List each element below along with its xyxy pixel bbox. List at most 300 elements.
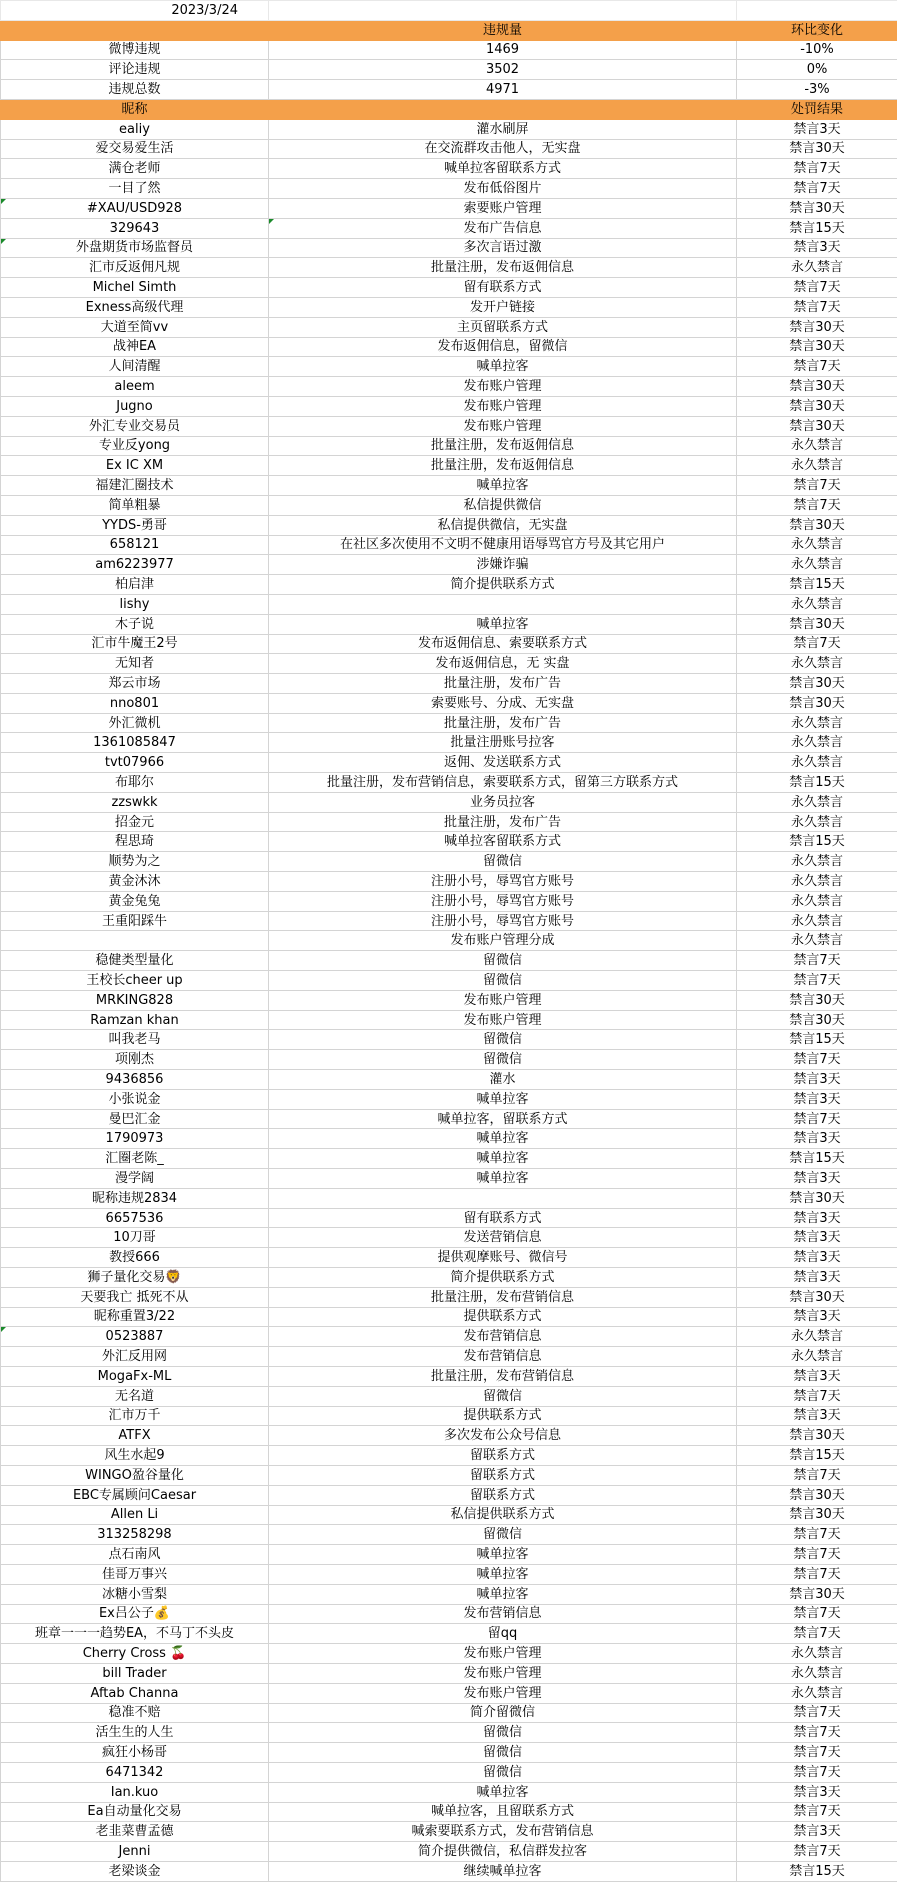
table-cell[interactable]: 曼巴汇金 xyxy=(1,1109,269,1129)
table-cell[interactable]: 永久禁言 xyxy=(737,713,897,733)
table-cell[interactable]: 简单粗暴 xyxy=(1,495,269,515)
table-cell[interactable]: 禁言7天 xyxy=(737,1743,897,1763)
date-cell[interactable]: 2023/3/24 xyxy=(1,1,269,21)
table-cell[interactable]: 主页留联系方式 xyxy=(269,317,737,337)
table-cell[interactable]: 漫学阔 xyxy=(1,1169,269,1189)
table-cell[interactable]: 禁言30天 xyxy=(737,693,897,713)
table-cell[interactable]: am6223977 xyxy=(1,555,269,575)
table-cell[interactable]: 昵称违规2834 xyxy=(1,1188,269,1208)
table-cell[interactable]: 黄金沐沐 xyxy=(1,872,269,892)
table-cell[interactable]: 简介提供联系方式 xyxy=(269,575,737,595)
table-cell[interactable]: 永久禁言 xyxy=(737,436,897,456)
table-cell[interactable]: 批量注册，发布广告 xyxy=(269,674,737,694)
table-cell[interactable]: 发布广告信息 xyxy=(269,218,737,238)
table-cell[interactable]: 禁言30天 xyxy=(737,198,897,218)
table-cell[interactable]: 禁言30天 xyxy=(737,1010,897,1030)
table-cell[interactable]: 永久禁言 xyxy=(737,1644,897,1664)
table-cell[interactable]: 冰糖小雪梨 xyxy=(1,1584,269,1604)
table-cell[interactable]: 发布账户管理分成 xyxy=(269,931,737,951)
table-row xyxy=(1,436,897,456)
table-cell[interactable]: 禁言7天 xyxy=(737,1545,897,1565)
table-cell[interactable]: Ex IC XM xyxy=(1,456,269,476)
table-cell[interactable]: -3% xyxy=(737,80,897,100)
summary-header-cell[interactable]: 违规量 xyxy=(269,20,737,40)
table-cell[interactable]: 禁言3天 xyxy=(737,1822,897,1842)
table-cell[interactable]: 外汇反用网 xyxy=(1,1347,269,1367)
table-cell[interactable] xyxy=(269,99,737,119)
table-cell[interactable]: 留qq xyxy=(269,1624,737,1644)
table-cell[interactable]: 6657536 xyxy=(1,1208,269,1228)
table-cell[interactable]: 禁言30天 xyxy=(737,317,897,337)
table-cell[interactable]: 批量注册，发布营销信息 xyxy=(269,1366,737,1386)
table-cell[interactable]: 柏启津 xyxy=(1,575,269,595)
table-cell[interactable]: 索要账号、分成、无实盘 xyxy=(269,693,737,713)
table-cell[interactable]: 发布账户管理 xyxy=(269,396,737,416)
table-cell[interactable]: lishy xyxy=(1,594,269,614)
table-cell[interactable]: 永久禁言 xyxy=(737,891,897,911)
table-cell[interactable]: MogaFx-ML xyxy=(1,1366,269,1386)
table-cell[interactable]: 班章一一一趋势EA，不马丁不头皮 xyxy=(1,1624,269,1644)
table-cell[interactable]: 批量注册，发布营销信息 xyxy=(269,1287,737,1307)
table-cell[interactable]: 禁言3天 xyxy=(737,1070,897,1090)
table-cell[interactable]: 禁言7天 xyxy=(737,1624,897,1644)
table-cell[interactable]: 发布营销信息 xyxy=(269,1327,737,1347)
table-cell[interactable]: 喊单拉客，且留联系方式 xyxy=(269,1802,737,1822)
table-cell[interactable]: 昵称 xyxy=(1,99,269,119)
table-row xyxy=(1,1010,897,1030)
table-cell[interactable]: 1469 xyxy=(269,40,737,60)
table-cell[interactable]: 汇市反返佣凡规 xyxy=(1,258,269,278)
table-cell[interactable]: 点石南风 xyxy=(1,1545,269,1565)
table-row xyxy=(1,258,897,278)
table-row xyxy=(1,1030,897,1050)
table-cell[interactable]: 批量注册，发布营销信息，索要联系方式，留第三方联系方式 xyxy=(269,773,737,793)
table-cell[interactable]: 禁言3天 xyxy=(737,1307,897,1327)
table-cell[interactable]: 禁言3天 xyxy=(737,1248,897,1268)
summary-row xyxy=(1,80,897,100)
table-cell[interactable]: 简介提供联系方式 xyxy=(269,1268,737,1288)
table-cell[interactable]: 10刀哥 xyxy=(1,1228,269,1248)
table-cell[interactable]: 329643 xyxy=(1,218,269,238)
table-cell[interactable]: 禁言7天 xyxy=(737,1525,897,1545)
table-cell[interactable]: 木子说 xyxy=(1,614,269,634)
table-cell[interactable]: 留微信 xyxy=(269,852,737,872)
table-cell[interactable]: 禁言30天 xyxy=(737,396,897,416)
table-cell[interactable]: 王重阳踩牛 xyxy=(1,911,269,931)
table-row xyxy=(1,832,897,852)
table-cell[interactable]: 禁言15天 xyxy=(737,1030,897,1050)
table-cell[interactable]: 批量注册，发布返佣信息 xyxy=(269,436,737,456)
table-cell[interactable]: 留微信 xyxy=(269,1743,737,1763)
table-cell[interactable]: 禁言30天 xyxy=(737,377,897,397)
table-cell[interactable]: 王校长cheer up xyxy=(1,971,269,991)
table-cell[interactable]: Michel Simth xyxy=(1,278,269,298)
table-cell[interactable]: 禁言3天 xyxy=(737,1169,897,1189)
table-cell[interactable]: 永久禁言 xyxy=(737,812,897,832)
table-cell[interactable]: Ian.kuo xyxy=(1,1782,269,1802)
table-cell[interactable]: WINGO盈谷量化 xyxy=(1,1465,269,1485)
table-cell[interactable]: 禁言7天 xyxy=(737,297,897,317)
table-cell[interactable]: 永久禁言 xyxy=(737,535,897,555)
table-cell[interactable]: 禁言30天 xyxy=(737,139,897,159)
summary-header-cell[interactable]: 环比变化 xyxy=(737,20,897,40)
table-cell[interactable]: 提供联系方式 xyxy=(269,1406,737,1426)
table-cell[interactable]: 私信提供微信，无实盘 xyxy=(269,515,737,535)
table-cell[interactable]: 禁言30天 xyxy=(737,614,897,634)
table-cell[interactable]: 喊单拉客 xyxy=(269,1584,737,1604)
table-cell[interactable]: 发布账户管理 xyxy=(269,1683,737,1703)
table-cell[interactable]: 禁言30天 xyxy=(737,515,897,535)
table-cell[interactable]: 喊索要联系方式，发布营销信息 xyxy=(269,1822,737,1842)
table-row xyxy=(1,1723,897,1743)
table-cell[interactable]: 永久禁言 xyxy=(737,1327,897,1347)
table-cell[interactable]: 禁言30天 xyxy=(737,416,897,436)
table-cell[interactable]: 禁言7天 xyxy=(737,1723,897,1743)
table-cell[interactable]: 喊单拉客 xyxy=(269,614,737,634)
table-cell[interactable]: 禁言3天 xyxy=(737,1366,897,1386)
table-cell[interactable]: 程思琦 xyxy=(1,832,269,852)
table-cell[interactable] xyxy=(1,931,269,951)
table-cell[interactable]: 留微信 xyxy=(269,1030,737,1050)
table-cell[interactable]: 老韭菜曹孟德 xyxy=(1,1822,269,1842)
table-cell[interactable]: 禁言3天 xyxy=(737,1268,897,1288)
table-cell[interactable]: 发布账户管理 xyxy=(269,1644,737,1664)
table-cell[interactable]: 喊单拉客 xyxy=(269,1564,737,1584)
table-cell[interactable]: #XAU/USD928 xyxy=(1,198,269,218)
table-row xyxy=(1,1663,897,1683)
table-cell[interactable]: ATFX xyxy=(1,1426,269,1446)
table-cell[interactable]: 喊单拉客，留联系方式 xyxy=(269,1109,737,1129)
table-cell[interactable]: 喊单拉客留联系方式 xyxy=(269,832,737,852)
table-cell[interactable]: 永久禁言 xyxy=(737,654,897,674)
table-cell[interactable]: 简介提供微信，私信群发拉客 xyxy=(269,1842,737,1862)
table-cell[interactable]: 喊单拉客 xyxy=(269,1169,737,1189)
table-cell[interactable]: 多次发布公众号信息 xyxy=(269,1426,737,1446)
table-cell[interactable]: 永久禁言 xyxy=(737,872,897,892)
table-cell[interactable]: 返佣、发送联系方式 xyxy=(269,753,737,773)
table-cell[interactable]: Exness高级代理 xyxy=(1,297,269,317)
table-cell[interactable]: 发布账户管理 xyxy=(269,416,737,436)
table-cell[interactable]: 发布返佣信息，留微信 xyxy=(269,337,737,357)
table-cell[interactable]: 禁言15天 xyxy=(737,1149,897,1169)
table-cell[interactable]: 禁言7天 xyxy=(737,1842,897,1862)
empty-cell[interactable] xyxy=(737,1,897,21)
table-cell[interactable]: 1361085847 xyxy=(1,733,269,753)
table-cell[interactable]: 招金元 xyxy=(1,812,269,832)
table-cell[interactable]: 留联系方式 xyxy=(269,1446,737,1466)
table-cell[interactable]: 黄金兔兔 xyxy=(1,891,269,911)
table-cell[interactable]: 疯狂小杨哥 xyxy=(1,1743,269,1763)
table-cell[interactable]: 永久禁言 xyxy=(737,456,897,476)
table-cell[interactable]: ealiy xyxy=(1,119,269,139)
table-cell[interactable]: EBC专属顾问Caesar xyxy=(1,1485,269,1505)
table-cell[interactable]: 发布账户管理 xyxy=(269,990,737,1010)
table-cell[interactable]: 喊单拉客留联系方式 xyxy=(269,159,737,179)
table-cell[interactable]: 发布低俗图片 xyxy=(269,179,737,199)
table-cell[interactable]: 禁言3天 xyxy=(737,119,897,139)
table-cell[interactable]: 外盘期货市场监督员 xyxy=(1,238,269,258)
table-cell[interactable]: Ea自动量化交易 xyxy=(1,1802,269,1822)
table-cell[interactable]: 永久禁言 xyxy=(737,1663,897,1683)
table-cell[interactable]: 留微信 xyxy=(269,1050,737,1070)
table-cell[interactable]: 禁言30天 xyxy=(737,1426,897,1446)
table-cell[interactable]: 发布返佣信息，无 实盘 xyxy=(269,654,737,674)
table-cell[interactable]: Allen Li xyxy=(1,1505,269,1525)
table-cell[interactable]: 发布营销信息 xyxy=(269,1604,737,1624)
table-cell[interactable]: 留微信 xyxy=(269,971,737,991)
table-cell[interactable]: 外汇专业交易员 xyxy=(1,416,269,436)
table-cell[interactable]: 留微信 xyxy=(269,1762,737,1782)
table-cell[interactable]: 禁言7天 xyxy=(737,357,897,377)
table-cell[interactable]: -10% xyxy=(737,40,897,60)
table-cell[interactable]: 永久禁言 xyxy=(737,1347,897,1367)
table-cell[interactable]: 批量注册，发布广告 xyxy=(269,812,737,832)
table-cell[interactable]: 禁言30天 xyxy=(737,1188,897,1208)
table-cell[interactable]: 禁言15天 xyxy=(737,218,897,238)
table-cell[interactable]: 发送营销信息 xyxy=(269,1228,737,1248)
table-cell[interactable]: 3502 xyxy=(269,60,737,80)
table-cell[interactable]: 留微信 xyxy=(269,1723,737,1743)
table-cell[interactable]: 禁言3天 xyxy=(737,1089,897,1109)
table-cell[interactable]: 4971 xyxy=(269,80,737,100)
table-cell[interactable]: 禁言7天 xyxy=(737,1050,897,1070)
table-cell[interactable]: 业务员拉客 xyxy=(269,792,737,812)
table-cell[interactable]: 发布账户管理 xyxy=(269,1663,737,1683)
table-cell[interactable]: 天要我亡 抵死不从 xyxy=(1,1287,269,1307)
table-cell[interactable]: Jugno xyxy=(1,396,269,416)
table-cell[interactable]: 1790973 xyxy=(1,1129,269,1149)
table-cell[interactable]: 人间清醒 xyxy=(1,357,269,377)
table-cell[interactable]: 禁言7天 xyxy=(737,634,897,654)
table-cell[interactable]: 禁言7天 xyxy=(737,1564,897,1584)
table-row xyxy=(1,1604,897,1624)
table-cell[interactable]: 处罚结果 xyxy=(737,99,897,119)
table-cell[interactable]: 永久禁言 xyxy=(737,594,897,614)
table-cell[interactable]: 永久禁言 xyxy=(737,555,897,575)
table-cell[interactable]: 喊单拉客 xyxy=(269,1782,737,1802)
table-cell[interactable]: 昵称重置3/22 xyxy=(1,1307,269,1327)
table-cell[interactable]: 禁言15天 xyxy=(737,1446,897,1466)
table-cell[interactable]: 禁言7天 xyxy=(737,1465,897,1485)
table-cell[interactable]: 私信提供联系方式 xyxy=(269,1505,737,1525)
table-cell[interactable]: 禁言3天 xyxy=(737,1228,897,1248)
table-cell[interactable]: 批量注册，发布广告 xyxy=(269,713,737,733)
table-cell[interactable]: 永久禁言 xyxy=(737,258,897,278)
table-cell[interactable]: Jenni xyxy=(1,1842,269,1862)
table-cell[interactable]: 外汇微机 xyxy=(1,713,269,733)
table-cell[interactable]: 禁言30天 xyxy=(737,1584,897,1604)
table-cell[interactable]: 禁言15天 xyxy=(737,773,897,793)
table-cell[interactable]: 留联系方式 xyxy=(269,1485,737,1505)
table-cell[interactable]: 永久禁言 xyxy=(737,792,897,812)
table-cell[interactable]: 简介留微信 xyxy=(269,1703,737,1723)
table-cell[interactable]: 禁言7天 xyxy=(737,1604,897,1624)
table-cell[interactable]: 灌水刷屏 xyxy=(269,119,737,139)
table-cell[interactable]: 违规总数 xyxy=(1,80,269,100)
table-row xyxy=(1,733,897,753)
table-cell[interactable]: 留微信 xyxy=(269,951,737,971)
table-cell[interactable]: 禁言30天 xyxy=(737,674,897,694)
table-cell[interactable]: 禁言7天 xyxy=(737,179,897,199)
table-cell[interactable] xyxy=(269,1188,737,1208)
table-cell[interactable]: 0523887 xyxy=(1,1327,269,1347)
table-cell[interactable]: 禁言3天 xyxy=(737,1208,897,1228)
table-cell[interactable]: 永久禁言 xyxy=(737,911,897,931)
table-row xyxy=(1,456,897,476)
table-cell[interactable]: 永久禁言 xyxy=(737,753,897,773)
table-cell[interactable]: 0% xyxy=(737,60,897,80)
table-cell[interactable]: tvt07966 xyxy=(1,753,269,773)
table-cell[interactable]: 禁言30天 xyxy=(737,990,897,1010)
table-cell[interactable]: 发开户链接 xyxy=(269,297,737,317)
table-cell[interactable]: 批量注册账号拉客 xyxy=(269,733,737,753)
table-cell[interactable]: MRKING828 xyxy=(1,990,269,1010)
table-cell[interactable]: 喊单拉客 xyxy=(269,476,737,496)
table-cell[interactable]: 禁言7天 xyxy=(737,951,897,971)
table-cell[interactable]: 微博违规 xyxy=(1,40,269,60)
table-cell[interactable]: 评论违规 xyxy=(1,60,269,80)
table-cell[interactable]: 禁言7天 xyxy=(737,1109,897,1129)
table-cell[interactable]: 小张说金 xyxy=(1,1089,269,1109)
table-cell[interactable]: 无名道 xyxy=(1,1386,269,1406)
table-cell[interactable]: 永久禁言 xyxy=(737,852,897,872)
table-cell[interactable]: 留有联系方式 xyxy=(269,278,737,298)
table-cell[interactable]: 留联系方式 xyxy=(269,1465,737,1485)
table-cell[interactable]: 活生生的人生 xyxy=(1,1723,269,1743)
table-cell[interactable]: 658121 xyxy=(1,535,269,555)
table-cell[interactable]: 汇市万千 xyxy=(1,1406,269,1426)
table-cell[interactable]: 老梁谈金 xyxy=(1,1861,269,1881)
table-cell[interactable]: 涉嫌诈骗 xyxy=(269,555,737,575)
table-cell[interactable]: 313258298 xyxy=(1,1525,269,1545)
table-cell[interactable]: 多次言语过激 xyxy=(269,238,737,258)
table-cell[interactable]: zzswkk xyxy=(1,792,269,812)
table-cell[interactable]: 福建汇圈技术 xyxy=(1,476,269,496)
table-cell[interactable]: 禁言3天 xyxy=(737,1406,897,1426)
table-cell[interactable]: 6471342 xyxy=(1,1762,269,1782)
table-cell[interactable]: 禁言30天 xyxy=(737,337,897,357)
table-cell[interactable]: 喊单拉客 xyxy=(269,1129,737,1149)
table-cell[interactable]: 禁言15天 xyxy=(737,575,897,595)
table-cell[interactable]: 郑云市场 xyxy=(1,674,269,694)
table-cell[interactable]: 禁言7天 xyxy=(737,495,897,515)
table-cell[interactable]: 发布营销信息 xyxy=(269,1347,737,1367)
table-cell[interactable]: 喊单拉客 xyxy=(269,1545,737,1565)
table-cell[interactable]: Ex吕公子💰 xyxy=(1,1604,269,1624)
table-cell[interactable]: 留微信 xyxy=(269,1386,737,1406)
table-cell[interactable]: 风生水起9 xyxy=(1,1446,269,1466)
table-cell[interactable] xyxy=(269,594,737,614)
table-cell[interactable]: 私信提供微信 xyxy=(269,495,737,515)
table-cell[interactable]: 稳准不赔 xyxy=(1,1703,269,1723)
table-cell[interactable]: 大道至简vv xyxy=(1,317,269,337)
table-cell[interactable]: 禁言7天 xyxy=(737,1703,897,1723)
table-row xyxy=(1,1584,897,1604)
table-cell[interactable]: 禁言3天 xyxy=(737,1129,897,1149)
table-cell[interactable]: 禁言7天 xyxy=(737,159,897,179)
empty-cell[interactable] xyxy=(269,1,737,21)
table-cell[interactable]: bill Trader xyxy=(1,1663,269,1683)
table-cell[interactable]: 禁言30天 xyxy=(737,1505,897,1525)
table-cell[interactable]: 禁言15天 xyxy=(737,832,897,852)
table-cell[interactable]: nno801 xyxy=(1,693,269,713)
table-cell[interactable]: 佳哥万事兴 xyxy=(1,1564,269,1584)
table-cell[interactable]: 布耶尔 xyxy=(1,773,269,793)
table-cell[interactable]: 禁言3天 xyxy=(737,1782,897,1802)
table-cell[interactable]: 注册小号，辱骂官方账号 xyxy=(269,891,737,911)
table-cell[interactable]: 满仓老师 xyxy=(1,159,269,179)
table-cell[interactable]: 禁言7天 xyxy=(737,1762,897,1782)
table-cell[interactable]: 喊单拉客 xyxy=(269,1149,737,1169)
table-cell[interactable]: 发布账户管理 xyxy=(269,377,737,397)
table-cell[interactable]: 留有联系方式 xyxy=(269,1208,737,1228)
table-cell[interactable]: 发布账户管理 xyxy=(269,1010,737,1030)
table-cell[interactable]: 禁言30天 xyxy=(737,1287,897,1307)
table-row xyxy=(1,1802,897,1822)
table-cell[interactable]: 提供观摩账号、微信号 xyxy=(269,1248,737,1268)
table-cell[interactable]: 提供联系方式 xyxy=(269,1307,737,1327)
table-cell[interactable]: 在社区多次使用不文明不健康用语辱骂官方号及其它用户 xyxy=(269,535,737,555)
table-cell[interactable]: 顺势为之 xyxy=(1,852,269,872)
table-cell[interactable]: 狮子量化交易🦁 xyxy=(1,1268,269,1288)
table-cell[interactable]: 项刚杰 xyxy=(1,1050,269,1070)
table-cell[interactable]: 一目了然 xyxy=(1,179,269,199)
table-cell[interactable]: 教授666 xyxy=(1,1248,269,1268)
table-cell[interactable]: 继续喊单拉客 xyxy=(269,1861,737,1881)
table-cell[interactable]: 灌水 xyxy=(269,1070,737,1090)
table-cell[interactable]: 永久禁言 xyxy=(737,733,897,753)
table-cell[interactable]: aleem xyxy=(1,377,269,397)
table-cell[interactable]: 永久禁言 xyxy=(737,1683,897,1703)
table-cell[interactable]: 禁言7天 xyxy=(737,476,897,496)
table-cell[interactable]: Ramzan khan xyxy=(1,1010,269,1030)
table-cell[interactable]: 汇市牛魔王2号 xyxy=(1,634,269,654)
table-cell[interactable]: 注册小号，辱骂官方账号 xyxy=(269,911,737,931)
table-cell[interactable]: Cherry Cross 🍒 xyxy=(1,1644,269,1664)
table-cell[interactable]: YYDS-勇哥 xyxy=(1,515,269,535)
table-cell[interactable]: 爱交易爱生活 xyxy=(1,139,269,159)
table-cell[interactable]: Aftab Channa xyxy=(1,1683,269,1703)
table-cell[interactable]: 战神EA xyxy=(1,337,269,357)
table-cell[interactable]: 注册小号，辱骂官方账号 xyxy=(269,872,737,892)
table-cell[interactable]: 稳健类型量化 xyxy=(1,951,269,971)
table-cell[interactable]: 禁言7天 xyxy=(737,971,897,991)
table-row xyxy=(1,1366,897,1386)
table-cell[interactable]: 禁言30天 xyxy=(737,1485,897,1505)
table-cell[interactable]: 留微信 xyxy=(269,1525,737,1545)
table-cell[interactable]: 批量注册，发布返佣信息 xyxy=(269,258,737,278)
table-cell[interactable]: 发布返佣信息、索要联系方式 xyxy=(269,634,737,654)
table-row xyxy=(1,812,897,832)
table-cell[interactable]: 专业反yong xyxy=(1,436,269,456)
table-cell[interactable]: 9436856 xyxy=(1,1070,269,1090)
table-cell[interactable]: 汇圈老陈_ xyxy=(1,1149,269,1169)
table-cell[interactable]: 批量注册，发布返佣信息 xyxy=(269,456,737,476)
table-cell[interactable]: 禁言7天 xyxy=(737,1386,897,1406)
table-cell[interactable]: 永久禁言 xyxy=(737,931,897,951)
table-cell[interactable]: 禁言15天 xyxy=(737,1861,897,1881)
table-cell[interactable]: 禁言7天 xyxy=(737,1802,897,1822)
table-cell[interactable]: 喊单拉客 xyxy=(269,357,737,377)
table-cell[interactable]: 在交流群攻击他人，无实盘 xyxy=(269,139,737,159)
table-cell[interactable]: 无知者 xyxy=(1,654,269,674)
table-cell[interactable]: 禁言3天 xyxy=(737,238,897,258)
table-cell[interactable]: 叫我老马 xyxy=(1,1030,269,1050)
table-cell[interactable]: 喊单拉客 xyxy=(269,1089,737,1109)
table-cell[interactable]: 禁言7天 xyxy=(737,278,897,298)
table-cell[interactable]: 索要账户管理 xyxy=(269,198,737,218)
summary-header-cell[interactable] xyxy=(1,20,269,40)
